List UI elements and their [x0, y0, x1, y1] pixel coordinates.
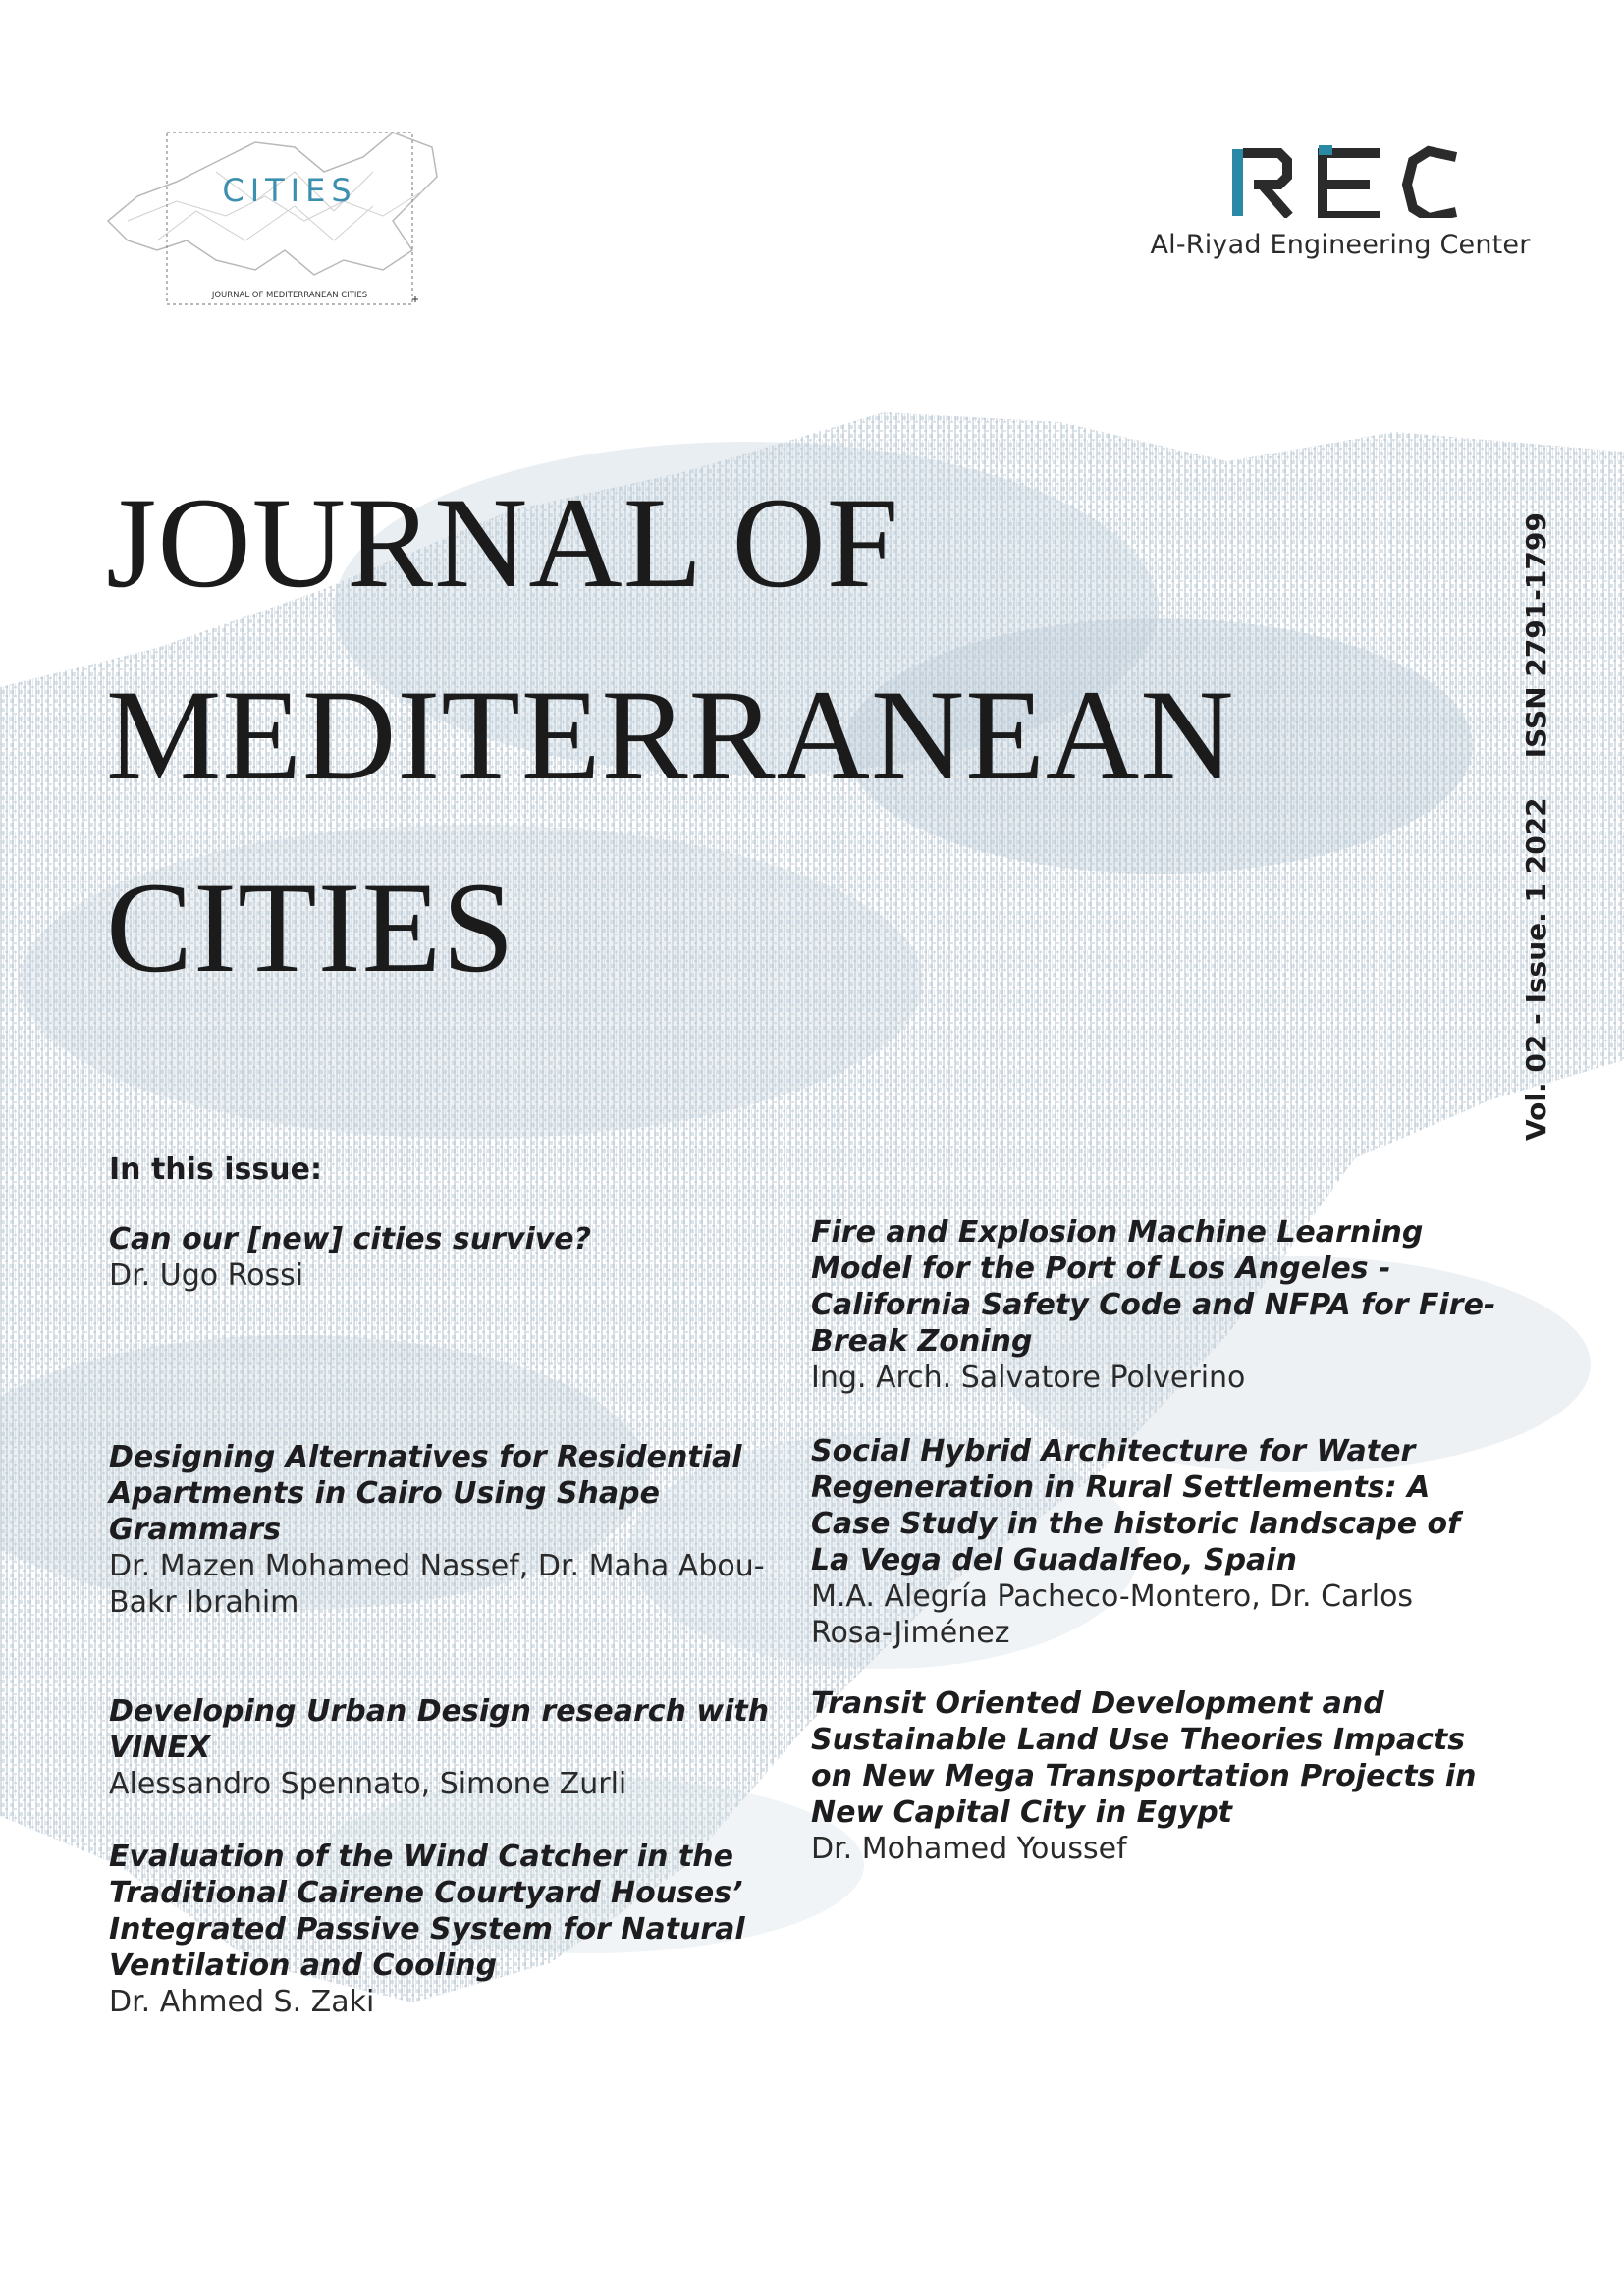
journal-title-line: JOURNAL OF — [106, 470, 900, 614]
article-entry[interactable] — [811, 1433, 1498, 1651]
article-authors: Dr. Ahmed S. Zaki — [109, 1985, 375, 2019]
article-authors: M.A. Alegría Pacheco-Montero, Dr. Carlos Rosa-Jiménez — [811, 1579, 1414, 1650]
article-title[interactable]: Can our [new] cities survive? — [109, 1222, 592, 1256]
article-entry[interactable] — [811, 1685, 1498, 1867]
article-title[interactable]: Designing Alternatives for Residential Apartments in Cairo Using Shape Grammars — [109, 1440, 742, 1547]
issn-number: ISSN 2791-1799 — [1520, 512, 1552, 759]
rec-logo-name: Al-Riyad Engineering Center — [1150, 230, 1531, 260]
article-entry[interactable] — [109, 1839, 796, 2020]
article-authors: Dr. Ugo Rossi — [109, 1258, 304, 1293]
cities-logo-caption: JOURNAL OF MEDITERRANEAN CITIES — [211, 291, 368, 300]
article-title[interactable]: Social Hybrid Architecture for Water Regeneration in Rural Settlements: A Case Study in the historic landscape of La Vega del Guadalfeo, Spain — [811, 1434, 1461, 1577]
contents-heading: In this issue: — [109, 1152, 322, 1187]
rec-logo-mark — [1232, 137, 1458, 218]
article-title[interactable]: Evaluation of the Wind Catcher in the Traditional Cairene Courtyard Houses’ Integrated Passive System for Natural Ventilation and Cooling — [109, 1840, 745, 1983]
cities-journal-logo — [98, 103, 452, 314]
article-authors: Alessandro Spennato, Simone Zurli — [109, 1767, 627, 1801]
article-authors: Ing. Arch. Salvatore Polverino — [811, 1361, 1246, 1395]
article-entry[interactable] — [109, 1693, 796, 1802]
volume-issue: Vol. 02 - Issue. 1 2022 — [1520, 797, 1552, 1141]
article-title[interactable]: Fire and Explosion Machine Learning Model for the Port of Los Angeles - California Safety Code and NFPA for Fire-Break Zoning — [811, 1215, 1496, 1359]
rec-logo — [1149, 137, 1532, 275]
article-authors: Dr. Mazen Mohamed Nassef, Dr. Maha Abou-Bakr Ibrahim — [109, 1549, 765, 1620]
journal-title-line: MEDITERRANEAN — [106, 663, 1235, 807]
journal-title-line: CITIES — [106, 855, 515, 999]
journal-title — [106, 447, 1333, 1024]
article-title[interactable]: Transit Oriented Development and Sustainable Land Use Theories Impacts on New Mega Transportation Projects in New Capital City in Egypt — [811, 1686, 1477, 1830]
article-entry[interactable] — [811, 1214, 1498, 1396]
article-entry[interactable] — [109, 1221, 796, 1294]
cities-logo-wordmark: CITIES — [222, 172, 357, 209]
article-title[interactable]: Developing Urban Design research with VINEX — [109, 1694, 770, 1765]
article-entry[interactable] — [109, 1439, 796, 1621]
volume-issn-sidebar — [1520, 512, 1552, 1141]
article-authors: Dr. Mohamed Youssef — [811, 1832, 1127, 1866]
